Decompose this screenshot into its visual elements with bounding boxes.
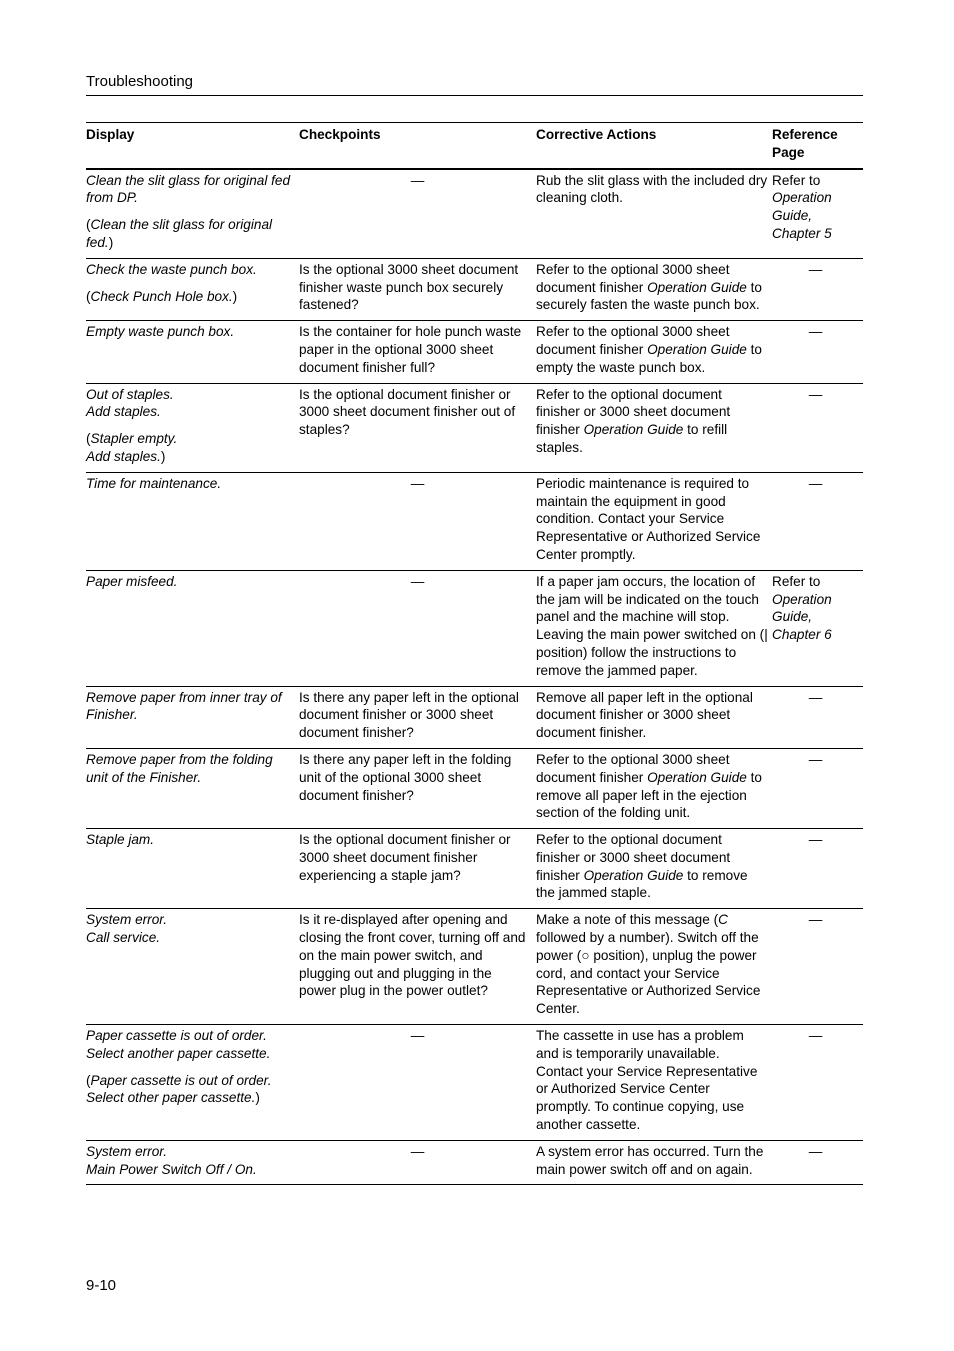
display-message: Clean the slit glass for original fed from DP. — [86, 172, 291, 206]
display-cell — [86, 570, 299, 686]
display-message-alt: Select other paper cassette.) — [86, 1090, 260, 1106]
reference-cell: — — [772, 383, 863, 472]
checkpoints-cell: — — [299, 570, 536, 686]
reference-cell: — — [772, 1025, 863, 1141]
corrective-actions-cell: Refer to the optional 3000 sheet document finisher Operation Guide to securely fasten the waste punch box. — [536, 258, 772, 320]
reference-cell — [772, 169, 863, 259]
table-row — [86, 1025, 863, 1141]
display-message: Call service. — [86, 930, 161, 946]
column-header-corrective-actions: Corrective Actions — [536, 123, 772, 169]
table-row — [86, 258, 863, 320]
checkpoints-cell: Is the container for hole punch waste paper in the optional 3000 sheet document finisher full? — [299, 321, 536, 383]
column-header-reference-page: Reference Page — [772, 123, 863, 169]
display-cell — [86, 686, 299, 748]
display-cell — [86, 169, 299, 259]
table-row — [86, 472, 863, 570]
corrective-actions-cell: Make a note of this message (C followed by a number). Switch off the power (○ position), unplug the power cord, and contact your Service Representative or Authorized Service Center. — [536, 909, 772, 1025]
display-message: Main Power Switch Off / On. — [86, 1161, 257, 1177]
display-cell — [86, 321, 299, 383]
corrective-actions-cell: Rub the slit glass with the included dry cleaning cloth. — [536, 169, 772, 259]
display-cell — [86, 1025, 299, 1141]
table-row — [86, 570, 863, 686]
reference-cell: — — [772, 909, 863, 1025]
checkpoints-cell: Is it re-displayed after opening and closing the front cover, turning off and on the main power switch, and plugging out and plugging in the power plug in the power outlet? — [299, 909, 536, 1025]
reference-cell: — — [772, 829, 863, 909]
reference-prefix: Refer to — [772, 172, 821, 188]
display-message-alt: Add staples.) — [86, 448, 166, 464]
checkpoints-cell: Is the optional 3000 sheet document finisher waste punch box securely fastened? — [299, 258, 536, 320]
checkpoints-cell: — — [299, 472, 536, 570]
display-message-alt: (Check Punch Hole box.) — [86, 288, 238, 304]
checkpoints-cell: — — [299, 1140, 536, 1185]
display-message: Select another paper cassette. — [86, 1045, 271, 1061]
table-row — [86, 1140, 863, 1185]
display-cell — [86, 258, 299, 320]
corrective-actions-cell: Refer to the optional 3000 sheet document finisher Operation Guide to remove all paper left in the ejection section of the folding unit. — [536, 748, 772, 828]
corrective-actions-cell: If a paper jam occurs, the location of the jam will be indicated on the touch panel and the machine will stop. Leaving the main power switched on (| position) follow the instructions to remove the jammed paper. — [536, 570, 772, 686]
reference-cell — [772, 570, 863, 686]
reference-cell: — — [772, 748, 863, 828]
display-cell — [86, 909, 299, 1025]
table-row — [86, 169, 863, 259]
reference-guide: Operation Guide, — [772, 190, 832, 224]
display-message: Remove paper from the folding unit of the Finisher. — [86, 751, 273, 785]
table-row — [86, 909, 863, 1025]
reference-prefix: Refer to — [772, 573, 821, 589]
display-message: Staple jam. — [86, 832, 155, 848]
display-cell — [86, 383, 299, 472]
reference-cell: — — [772, 686, 863, 748]
checkpoints-cell: Is the optional document finisher or 3000 sheet document finisher out of staples? — [299, 383, 536, 472]
corrective-actions-cell: Refer to the optional 3000 sheet document finisher Operation Guide to empty the waste punch box. — [536, 321, 772, 383]
display-message-alt: (Paper cassette is out of order. — [86, 1072, 272, 1088]
corrective-actions-cell: A system error has occurred. Turn the main power switch off and on again. — [536, 1140, 772, 1185]
display-message-alt: (Stapler empty. — [86, 431, 178, 447]
column-header-display: Display — [86, 123, 299, 169]
reference-chapter: Chapter 6 — [772, 627, 832, 643]
corrective-actions-cell: Periodic maintenance is required to maintain the equipment in good condition. Contact your Service Representative or Authorized Service Center promptly. — [536, 472, 772, 570]
display-message: Check the waste punch box. — [86, 261, 257, 277]
display-cell — [86, 829, 299, 909]
display-cell — [86, 472, 299, 570]
display-cell — [86, 1140, 299, 1185]
page-header-title: Troubleshooting — [86, 73, 194, 90]
page-number: 9-10 — [86, 1277, 117, 1294]
display-message: System error. — [86, 912, 168, 928]
column-header-checkpoints: Checkpoints — [299, 123, 536, 169]
checkpoints-cell: Is there any paper left in the optional document finisher or 3000 sheet document finisher? — [299, 686, 536, 748]
reference-cell: — — [772, 258, 863, 320]
table-row — [86, 748, 863, 828]
corrective-actions-cell: Refer to the optional document finisher or 3000 sheet document finisher Operation Guide to refill staples. — [536, 383, 772, 472]
table-row — [86, 829, 863, 909]
table-header-row — [86, 123, 863, 169]
display-message: System error. — [86, 1143, 168, 1159]
display-message: Empty waste punch box. — [86, 324, 235, 340]
reference-cell: — — [772, 321, 863, 383]
checkpoints-cell: Is there any paper left in the folding unit of the optional 3000 sheet document finisher? — [299, 748, 536, 828]
troubleshooting-table — [86, 122, 863, 1185]
table-row — [86, 686, 863, 748]
corrective-actions-cell: The cassette in use has a problem and is temporarily unavailable. Contact your Service Representative or Authorized Service Center promptly. To continue copying, use another cassette. — [536, 1025, 772, 1141]
corrective-actions-cell: Refer to the optional document finisher or 3000 sheet document finisher Operation Guide to remove the jammed staple. — [536, 829, 772, 909]
reference-cell: — — [772, 1140, 863, 1185]
table-row — [86, 321, 863, 383]
display-message: Out of staples. — [86, 386, 174, 402]
display-message: Add staples. — [86, 404, 161, 420]
display-message-alt: (Clean the slit glass for original fed.) — [86, 217, 273, 250]
display-cell — [86, 748, 299, 828]
display-message: Time for maintenance. — [86, 475, 222, 491]
display-message: Paper misfeed. — [86, 573, 178, 589]
header-rule — [86, 95, 863, 96]
checkpoints-cell: — — [299, 1025, 536, 1141]
checkpoints-cell: Is the optional document finisher or 3000 sheet document finisher experiencing a staple jam? — [299, 829, 536, 909]
display-message: Remove paper from inner tray of Finisher. — [86, 689, 282, 723]
reference-cell: — — [772, 472, 863, 570]
checkpoints-cell: — — [299, 169, 536, 259]
table-row — [86, 383, 863, 472]
reference-guide: Operation Guide, — [772, 591, 832, 625]
reference-chapter: Chapter 5 — [772, 225, 832, 241]
display-message: Paper cassette is out of order. — [86, 1028, 267, 1044]
corrective-actions-cell: Remove all paper left in the optional document finisher or 3000 sheet document finisher. — [536, 686, 772, 748]
